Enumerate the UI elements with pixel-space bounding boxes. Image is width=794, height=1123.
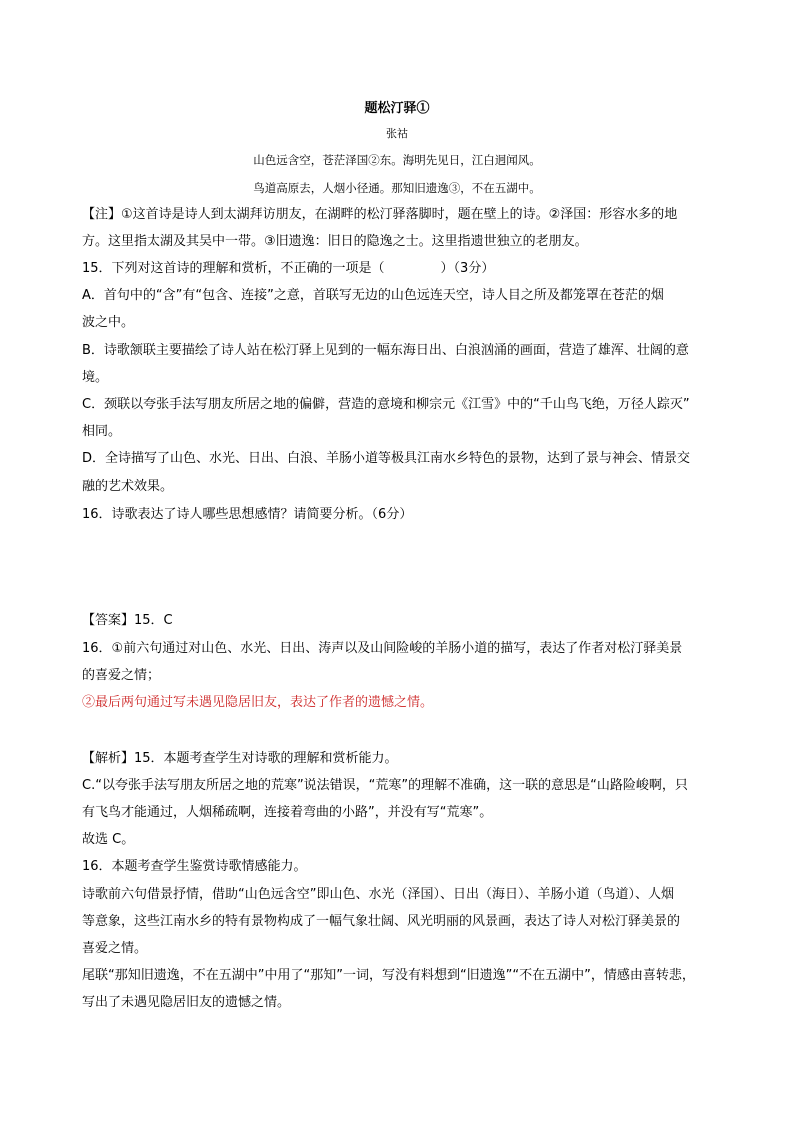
answer-line: 的喜爱之情； [82, 668, 161, 683]
answer-line: 【答案】15．C [82, 613, 173, 628]
answer-line: 16．①前六句通过对山色、水光、日出、涛声以及山间险峻的羊肠小道的描写，表达了作者对松汀驿美景 [82, 641, 683, 656]
question-16: 16．诗歌表达了诗人哪些思想感情？请简要分析。（6分） [82, 507, 413, 522]
option-d-line: D．全诗描写了山色、水光、日出、白浪、羊肠小道等极具江南水乡特色的景物，达到了景与神会、情景交 [82, 451, 691, 466]
analysis-line: 等意象，这些江南水乡的特有景物构成了一幅气象壮阔、风光明丽的风景画，表达了诗人对松汀驿美景的 [82, 914, 681, 929]
analysis-line: 写出了未遇见隐居旧友的遗憾之情。 [82, 995, 291, 1010]
note-line: 方。这里指太湖及其吴中一带。③旧遗逸：旧日的隐逸之士。这里指遗世独立的老朋友。 [82, 234, 588, 249]
analysis-line: 诗歌前六句借景抒情，借助“山色远含空”即山色、水光（泽国）、日出（海日）、羊肠小道（鸟道）、人烟 [82, 887, 674, 902]
option-c-line: C．颈联以夸张手法写朋友所居之地的偏僻，营造的意境和柳宗元《江雪》中的“千山鸟飞绝，万径人踪灭” [82, 397, 690, 412]
option-a-line: A．首句中的“含”有“包含、连接”之意，首联写无边的山色远连天空，诗人目之所及都笼罩在苍茫的烟 [82, 288, 664, 303]
option-b-line: 境。 [82, 370, 109, 385]
question-15-stem-end: ）（3分） [440, 261, 495, 276]
analysis-line: 故选 C。 [82, 832, 135, 847]
poem-line: 山色远含空，苍茫泽国②东。海明先见日，江白迥闻风。 [253, 153, 541, 167]
analysis-line: 尾联“那知旧遗逸，不在五湖中”中用了“那知”一词，写没有料想到“旧遗逸”“不在五湖中”，情感由喜转悲， [82, 968, 695, 983]
answer-line-red: ②最后两句通过写未遇见隐居旧友，表达了作者的遗憾之情。 [82, 695, 434, 710]
analysis-line: 有飞鸟才能通过，人烟稀疏啊，连接着弯曲的小路”，并没有写“荒寒”。 [82, 805, 493, 820]
poem-line: 鸟道高原去，人烟小径通。那知旧遗逸③，不在五湖中。 [253, 181, 541, 195]
analysis-line: C.“以夸张手法写朋友所居之地的荒寒”说法错误，“荒寒”的理解不准确，这一联的意思是“山路险峻啊，只 [82, 778, 688, 793]
analysis-line: 16．本题考查学生鉴赏诗歌情感能力。 [82, 859, 307, 874]
option-c-line: 相同。 [82, 424, 122, 439]
question-15-stem [82, 260, 494, 278]
note-line: 【注】①这首诗是诗人到太湖拜访朋友，在湖畔的松汀驿落脚时，题在壁上的诗。②泽国：形容水多的地 [82, 207, 678, 222]
option-b-line: B．诗歌颔联主要描绘了诗人站在松汀驿上见到的一幅东海日出、白浪汹涌的画面，营造了雄浑、壮阔的意 [82, 343, 689, 358]
analysis-line: 喜爱之情。 [82, 941, 148, 956]
question-15-stem-start: 15．下列对这首诗的理解和赏析，不正确的一项是（ [82, 261, 385, 276]
poem-title: 题松汀驿① [364, 101, 430, 116]
option-d-line: 融的艺术效果。 [82, 479, 174, 494]
option-a-line: 波之中。 [82, 315, 135, 330]
poem-author: 张祜 [386, 127, 408, 140]
analysis-line: 【解析】15．本题考查学生对诗歌的理解和赏析能力。 [82, 751, 398, 766]
